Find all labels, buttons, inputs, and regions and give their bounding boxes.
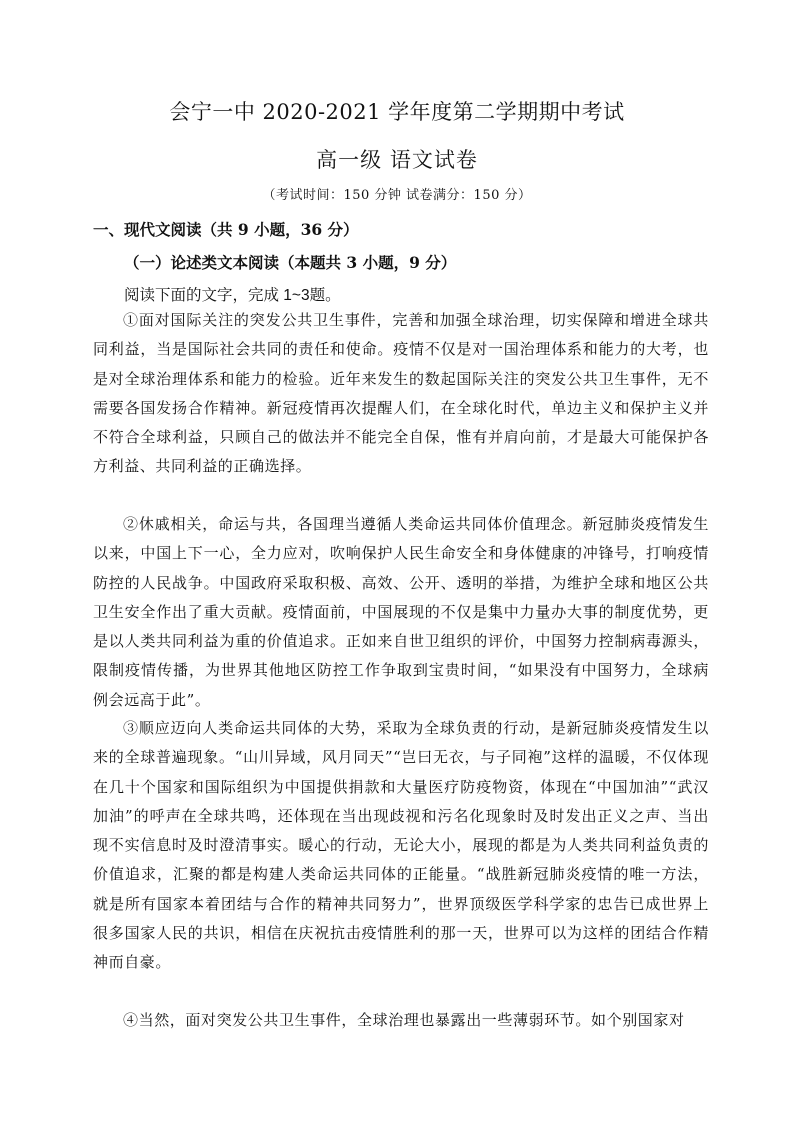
exam-title: 会宁一中 2020-2021 学年度第二学期期中考试 <box>169 100 625 124</box>
section-heading: 一、现代文阅读（共 9 小题，36 分） <box>93 220 359 239</box>
paper-title: 高一级 语文试卷 <box>316 148 478 172</box>
paragraph-4: ④当然，面对突发公共卫生事件，全球治理也暴露出一些薄弱环节。如个别国家对 <box>123 1011 685 1029</box>
paragraph-2: ②休戚相关，命运与共，各国理当遵循人类命运共同体价值理念。新冠肺炎疫情发生以来，中国上下一心，全力应对，吹响保护人民生命安全和身体健康的冲锋号，打响疫情防控的人民战争。中国政府采取积极、高效、公开、透明的举措，为维护全球和地区公共卫生安全作出了重大贡献。疫情面前，中国展现的不仅是集中力量办大事的制度优势，更是以人类共同利益为重的价值追求。正如来自世卫组织的评价，中国努力控制病毒源头，限制疫情传播，为世界其他地区防控工作争取到宝贵时间，“如果没有中国努力，全球病例会远高于此”。 <box>93 515 709 709</box>
reading-instruction: 阅读下面的文字，完成 1~3题。 <box>124 287 341 304</box>
paragraph-1: ①面对国际关注的突发公共卫生事件，完善和加强全球治理，切实保障和增进全球共同利益，当是国际社会共同的责任和使命。疫情不仅是对一国治理体系和能力的大考，也是对全球治理体系和能力的检验。近年来发生的数起国际关注的突发公共卫生事件，无不需要各国发扬合作精神。新冠疫情再次提醒人们，在全球化时代，单边主义和保护主义并不符合全球利益，只顾自己的做法并不能完全自保，惟有并肩向前，才是最大可能保护各方利益、共同利益的正确选择。 <box>93 311 709 476</box>
exam-info: （考试时间：150 分钟 试卷满分：150 分） <box>262 188 532 203</box>
subsection-heading: （一）论述类文本阅读（本题共 3 小题，9 分） <box>124 253 457 272</box>
paragraph-3: ③顺应迈向人类命运共同体的大势，采取为全球负责的行动，是新冠肺炎疫情发生以来的全球普遍现象。“山川异域，风月同天”“岂曰无衣，与子同袍”这样的温暖，不仅体现在几十个国家和国际组织为中国提供捐款和大量医疗防疫物资，体现在“中国加油”“武汉加油”的呼声在全球共鸣，还体现在当出现歧视和污名化现象时及时发出正义之声、当出现不实信息时及时澄清事实。暖心的行动，无论大小，展现的都是为人类共同利益负责的价值追求，汇聚的都是构建人类命运共同体的正能量。“战胜新冠肺炎疫情的唯一方法，就是所有国家本着团结与合作的精神共同努力”，世界顶级医学科学家的忠告已成世界上很多国家人民的共识，相信在庆祝抗击疫情胜利的那一天，世界可以为这样的团结合作精神而自豪。 <box>93 719 709 972</box>
